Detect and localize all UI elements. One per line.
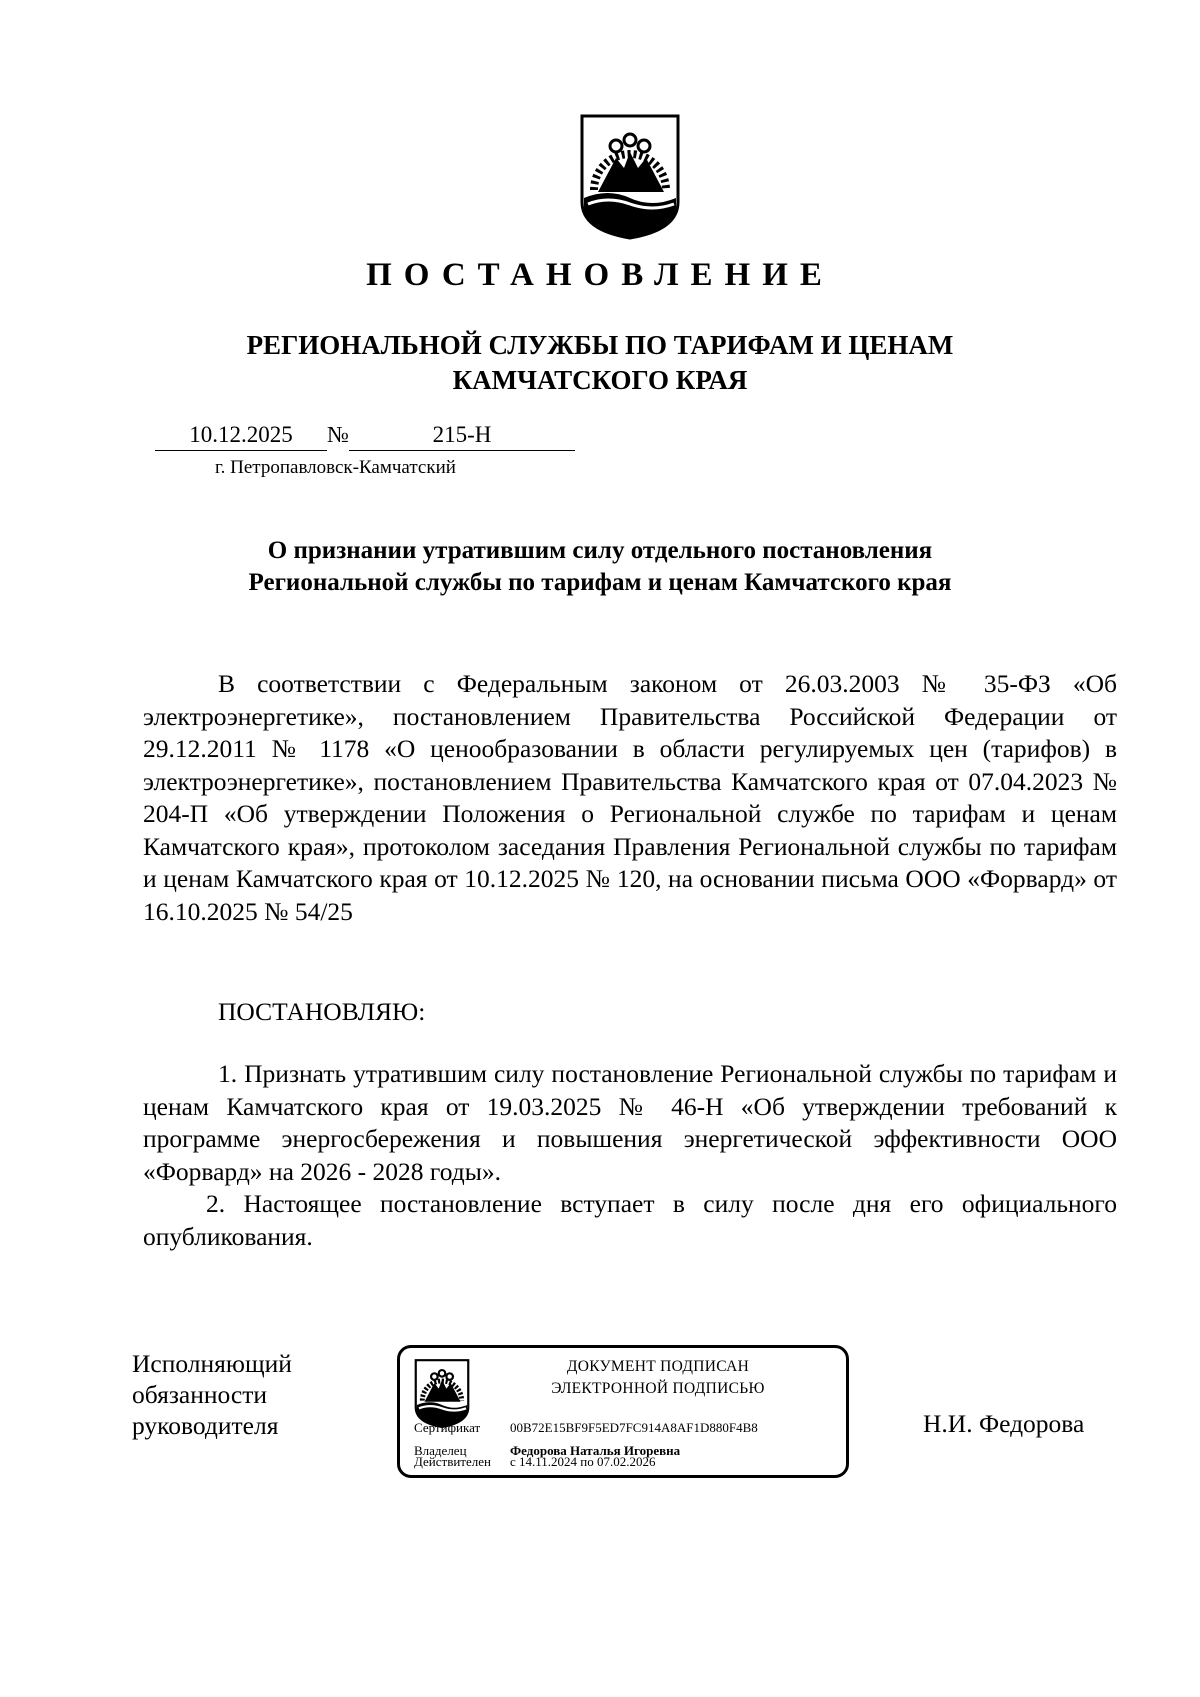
- issuing-authority-line1: РЕГИОНАЛЬНОЙ СЛУЖБЫ ПО ТАРИФАМ И ЦЕНАМ: [246, 330, 954, 360]
- decree-items: [143, 1058, 1117, 1253]
- subject-line2: Региональной службы по тарифам и ценам Камчатского края: [248, 569, 952, 596]
- kamchatka-coat-of-arms-icon: [578, 112, 682, 240]
- owner-value: Федорова Наталья Игоревна: [510, 1443, 681, 1458]
- certificate-label: Сертификат: [414, 1420, 481, 1435]
- certificate-row: [414, 1419, 758, 1437]
- document-type-heading: ПОСТАНОВЛЕНИЕ: [366, 257, 834, 293]
- document-subject: [0, 535, 1200, 599]
- issuing-authority: [0, 328, 1200, 398]
- electronic-signature-stamp: [397, 1345, 849, 1478]
- kamchatka-coat-of-arms-icon: [412, 1358, 472, 1428]
- position-line1: Исполняющий: [132, 1349, 292, 1378]
- validity-value: с 14.11.2024 по 07.02.2026: [510, 1454, 656, 1469]
- issuing-authority-line2: КАМЧАТСКОГО КРАЯ: [452, 365, 748, 395]
- registration-line: [155, 420, 575, 451]
- position-line3: руководителя: [132, 1411, 279, 1440]
- document-number: 215-Н: [349, 420, 575, 451]
- stamp-header: [480, 1356, 836, 1400]
- validity-row: [414, 1453, 656, 1471]
- validity-label: Действителен: [414, 1454, 491, 1469]
- owner-label: Владелец: [414, 1443, 467, 1458]
- issue-city: г. Петропавловск-Камчатский: [215, 457, 456, 478]
- stamp-header-line1: ДОКУМЕНТ ПОДПИСАН: [566, 1358, 750, 1375]
- position-line2: обязанности: [132, 1380, 267, 1409]
- signer-position: [132, 1348, 292, 1441]
- document-date: 10.12.2025: [155, 420, 327, 451]
- decree-item: 2. Настоящее постановление вступает в силу после дня его официального опубликования.: [143, 1189, 1117, 1251]
- decree-word: ПОСТАНОВЛЯЮ:: [218, 997, 426, 1026]
- stamp-header-line2: ЭЛЕКТРОННОЙ ПОДПИСЬЮ: [551, 1380, 765, 1397]
- number-sign: №: [327, 422, 349, 447]
- preamble-paragraph: В соответствии с Федеральным законом от 26.03.2003 № 35-ФЗ «Об электроэнергетике», постановлением Правительства Российской Федерации от 29.12.2011 № 1178 «О ценообразовании в области регулируемых цен (тарифов) в электроэнергетике», постановлением Правительства Камчатского края от 07.04.2023 № 204-П «Об утверждении Положения о Региональной службе по тарифам и ценам Камчатского края», протоколом заседания Правления Региональной службы по тарифам и ценам Камчатского края от 10.12.2025 № 120, на основании письма ООО «Форвард» от 16.10.2025 № 54/25: [143, 669, 1117, 926]
- decree-item: 1. Признать утратившим силу постановление Региональной службы по тарифам и ценам Камчатского края от 19.03.2025 № 46-Н «Об утверждении требований к программе энергосбережения и повышения энергетической эффективности ООО «Форвард» на 2026 - 2028 годы».: [143, 1059, 1117, 1186]
- certificate-value: 00B72E15BF9F5ED7FC914A8AF1D880F4B8: [510, 1420, 758, 1435]
- signer-name: Н.И. Федорова: [923, 1409, 1085, 1438]
- preamble-block: [143, 668, 1117, 928]
- subject-line1: О признании утратившим силу отдельного постановления: [267, 537, 933, 564]
